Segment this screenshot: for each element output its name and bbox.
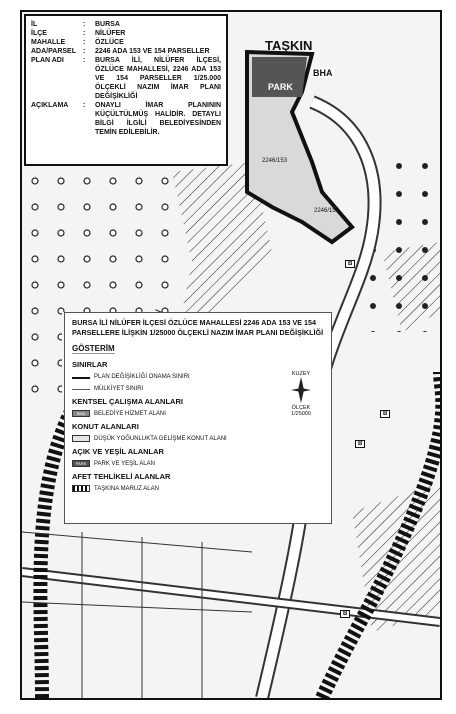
info-value: BURSA İLİ, NİLÜFER İLÇESİ, ÖZLÜCE MAHALLESİ, 2246 ADA 153 VE 154 PARSELLER 1/25.000 ÖLÇEKLİ NAZIM İMAR PLANI DEĞİŞİKLİĞİ (95, 57, 221, 100)
parcel-153-label: 2246/153 (262, 158, 288, 164)
legend-acik: AÇIK VE YEŞİL ALANLAR (72, 447, 164, 456)
scale-label: ÖLÇEK 1/25000 (291, 405, 311, 417)
b-label-3: B (340, 610, 350, 618)
belediye-label: BELEDİYE HİZMET ALANI (94, 410, 166, 417)
info-key: PLAN ADI (31, 57, 64, 64)
legend-kentsel: KENTSEL ÇALIŞMA ALANLARI (72, 397, 183, 406)
bha-map-label: BHA (313, 68, 333, 78)
info-row (31, 20, 221, 29)
info-key: İL (31, 21, 38, 28)
info-colon: : (83, 30, 86, 37)
parcel-154-label: 2246/154 (314, 208, 340, 214)
info-value: BURSA (95, 21, 120, 28)
taskin-label: TAŞKINA MARUZ ALAN (94, 485, 159, 492)
belediye-swatch: BHA (72, 410, 90, 417)
info-row (31, 38, 221, 47)
north-arrow-icon (291, 377, 311, 403)
info-colon: : (83, 102, 86, 109)
park-map-label: PARK (268, 82, 293, 92)
dusuk-swatch (72, 435, 90, 442)
info-key: ADA/PARSEL (31, 48, 76, 55)
map-frame (20, 10, 442, 700)
plan-siniri-swatch (72, 377, 90, 379)
plan-siniri-label: PLAN DEĞİŞİKLİĞİ ONAMA SINIRI (94, 373, 190, 380)
info-colon: : (83, 39, 86, 46)
legend-afet: AFET TEHLİKELİ ALANLAR (72, 472, 171, 481)
info-row (31, 56, 221, 101)
plan-info-box (24, 14, 228, 166)
park-label: PARK VE YEŞİL ALAN (94, 460, 155, 467)
b-label-4: B (380, 410, 390, 418)
info-value: 2246 ADA 153 VE 154 PARSELLER (95, 48, 210, 55)
dusuk-label: DÜŞÜK YOĞUNLUKTA GELİŞME KONUT ALANI (94, 435, 227, 442)
info-value: NİLÜFER (95, 30, 126, 37)
north-arrow-block (281, 371, 321, 417)
b-label-1: B (345, 260, 355, 268)
info-value: ÖZLÜCE (95, 39, 124, 46)
legend-item-dusuk (72, 434, 324, 443)
info-row (31, 101, 221, 137)
legend-title: BURSA İLİ NİLÜFER İLÇESİ ÖZLÜCE MAHALLESİ 2246 ADA 153 VE 154 PARSELLERE İLİŞKİN 1/25000 ÖLÇEKLİ NAZIM İMAR PLANI DEĞİŞİKLİĞİ (72, 318, 324, 337)
legend-item-taskin (72, 484, 324, 493)
mulkiyet-label: MÜLKİYET SINIRI (94, 385, 144, 392)
b-label-2: B (355, 440, 365, 448)
info-key: İLÇE (31, 30, 47, 37)
info-value: ONAYLI İMAR PLANININ KÜÇÜLTÜLMÜŞ HALİDİR. DETAYLI BİLGİ İLGİLİ BELEDİYESİNDEN TEMİN EDİLEBİLİR. (95, 102, 221, 136)
legend-box (64, 312, 332, 524)
north-label: KUZEY (291, 371, 311, 377)
info-row (31, 47, 221, 56)
park-swatch: PARK (72, 460, 90, 467)
dusuk-yogunluk-area (22, 162, 182, 312)
legend-sinirlar: SINIRLAR (72, 360, 108, 369)
info-row (31, 29, 221, 38)
legend-gosterim: GÖSTERİM (72, 344, 115, 353)
taskin-map-label: TAŞKIN (265, 38, 313, 53)
legend-item-park (72, 459, 324, 468)
info-key: AÇIKLAMA (31, 102, 69, 109)
info-colon: : (83, 48, 86, 55)
legend-konut: KONUT ALANLARI (72, 422, 139, 431)
info-key: MAHALLE (31, 39, 66, 46)
dusuk-yogunluk-area-2 (22, 312, 62, 402)
mulkiyet-swatch (72, 389, 90, 390)
info-colon: : (83, 57, 86, 64)
taskin-swatch (72, 485, 90, 492)
info-colon: : (83, 21, 86, 28)
